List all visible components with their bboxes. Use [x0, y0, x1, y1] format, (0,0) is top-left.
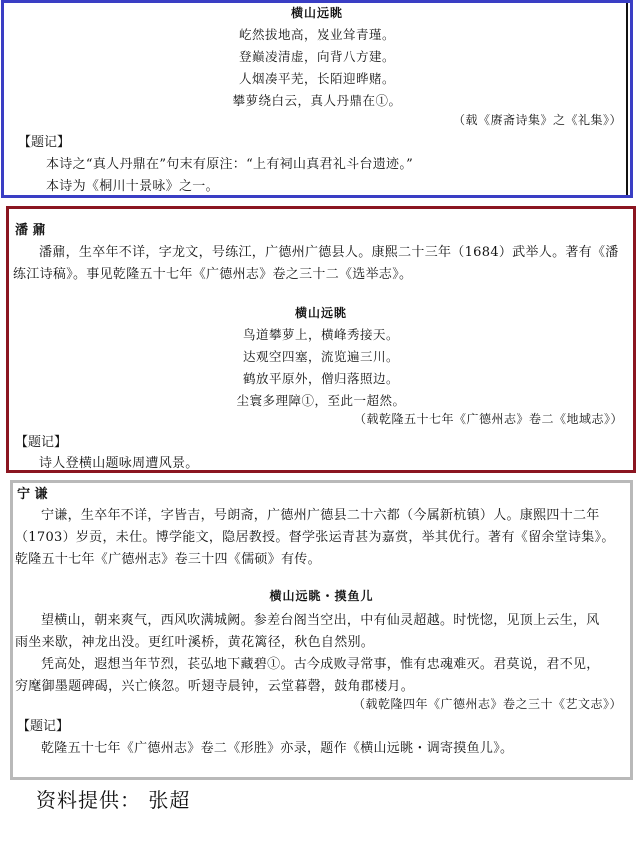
author-name: 宁 谦: [17, 487, 48, 502]
poem-line: 屹然拔地高，岌业耸青瑾。: [238, 27, 395, 42]
note-label: 【题记】: [15, 435, 68, 450]
poem-title: 横山远眺: [294, 306, 347, 320]
poem-title: 横山远眺・摸鱼儿: [269, 589, 374, 603]
note-text: 本诗之“真人丹鼎在”句末有原注：“上有祠山真君礼斗台遗迹。”: [46, 157, 414, 172]
poem-source: （载乾隆五十七年《广德州志》卷二《地域志》）: [353, 412, 623, 426]
poem-line: 人烟凑平芜，长陌迎晔赌。: [238, 71, 395, 86]
author-bio: 宁谦，生卒年不详，字皆吉，号朗斋，广德州广德县二十六都（今属新杭镇）人。康熙四十二年: [41, 508, 600, 523]
author-name: 潘 鼐: [15, 223, 46, 238]
poem-line: 鸟道攀萝上，横峰秀接天。: [242, 327, 399, 342]
poem-section-3: [10, 480, 633, 780]
poem-line: 雨坐来歇，神龙出没。更红叶溪桥，黄花篱径，秋色自然别。: [15, 635, 375, 650]
note-text: 乾隆五十七年《广德州志》卷二《形胜》亦录，题作《横山远眺・调寄摸鱼儿》。: [41, 741, 514, 756]
poem-section-2: [6, 206, 636, 473]
author-bio: 乾隆五十七年《广德州志》卷三十四《儒硕》有传。: [15, 552, 321, 567]
poem-line: 达观空四塞，流览遍三川。: [242, 349, 399, 364]
note-text: 本诗为《桐川十景咏》之一。: [46, 179, 219, 194]
note-text: 诗人登横山题咏周遭风景。: [39, 456, 199, 471]
poem-line: 穷麾御墨题碑碣，兴亡倏忽。听翅寺晨钟，云堂暮磬，鼓角郡楼月。: [15, 679, 415, 694]
poem-line: 鹤放平原外，僧归落照边。: [242, 371, 399, 386]
poem-section-1: [1, 0, 633, 198]
poem-line: 攀萝绕白云，真人丹鼎在①。: [232, 93, 402, 108]
author-bio: 潘鼐，生卒年不详，字龙文，号练江，广德州广德县人。康熙二十三年（1684）武举人。著有《潘: [39, 245, 619, 260]
poem-source: （载《赓斋诗集》之《礼集》）: [452, 113, 622, 127]
material-credit: 资料提供： 张超: [36, 788, 191, 812]
poem-line: 登巅凌清虚，向背八方建。: [238, 49, 395, 64]
note-label: 【题记】: [18, 135, 71, 150]
note-label: 【题记】: [17, 719, 70, 734]
poem-title: 横山远眺: [290, 6, 343, 20]
author-bio: 练江诗稿》。事见乾隆五十七年《广德州志》卷之三十二《选举志》。: [13, 267, 413, 282]
poem-line: 凭高处，遐想当年节烈，苌弘地下藏碧①。古今成败寻常事，惟有忠魂难灭。君莫说，君不见，: [41, 657, 600, 672]
poem-line: 望横山，朝来爽气，西风吹满城阙。参差台阁当空出，中有仙灵超越。时恍惚，见顶上云生，风: [41, 613, 600, 628]
author-bio: （1703）岁贡，未仕。博学能文，隐居教授。督学张运青甚为嘉赏，举其优行。著有《留余堂诗集》。: [15, 530, 615, 545]
poem-source: （载乾隆四年《广德州志》卷之三十《艺文志》）: [352, 697, 622, 711]
poem-line: 尘寰多理障①，至此一超然。: [236, 393, 406, 408]
